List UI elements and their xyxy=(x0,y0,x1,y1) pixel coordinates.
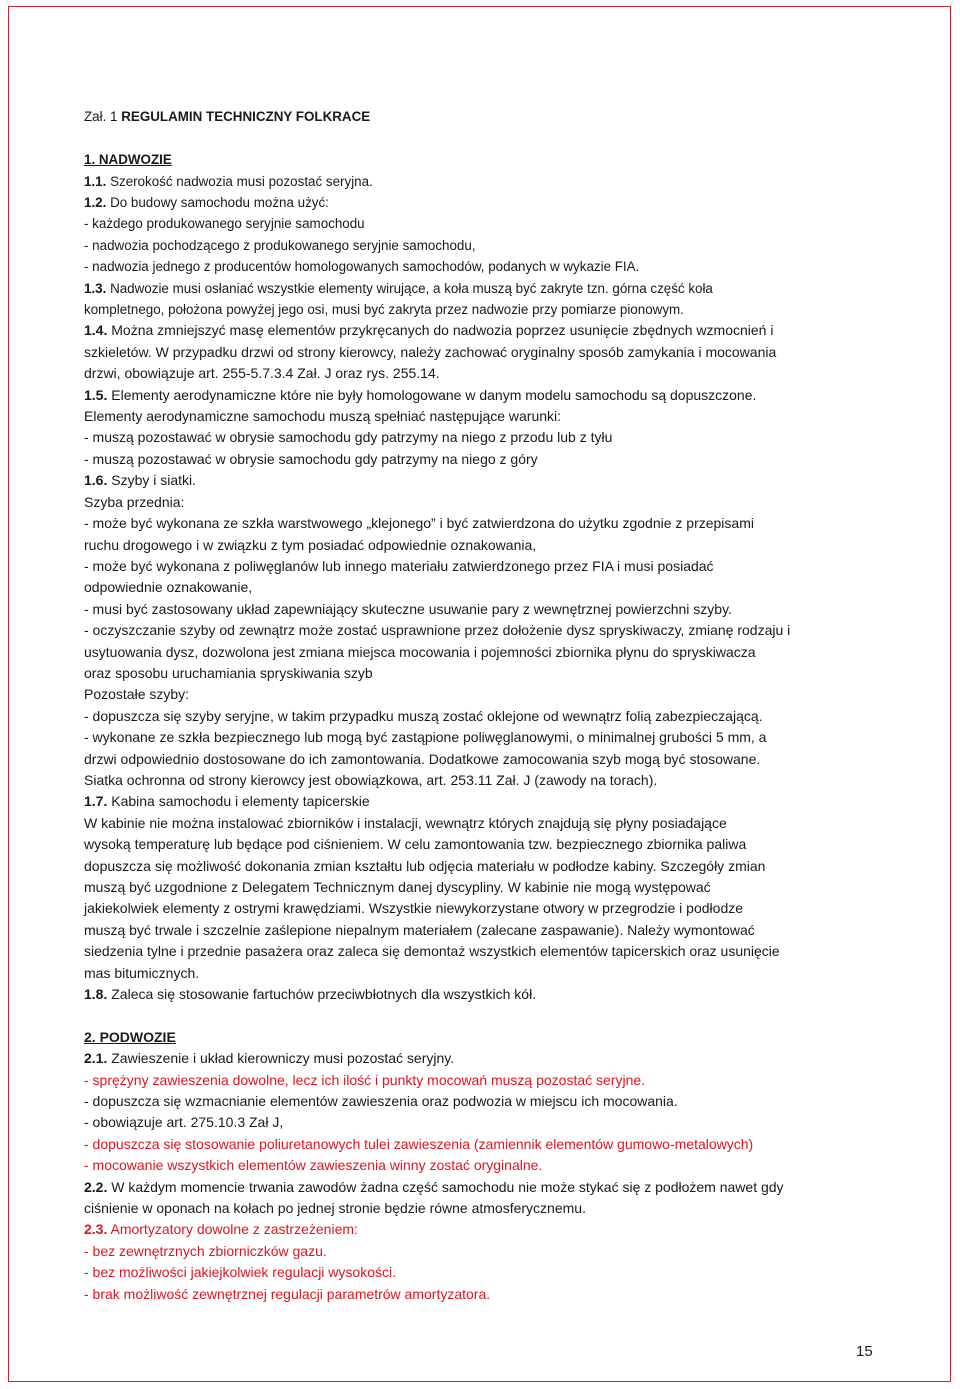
text-line: drzwi odpowiednio dostosowane do ich zamontowania. Dodatkowe zamocowania szyb mogą być stosowane. xyxy=(84,750,761,767)
text-line: drzwi, obowiązuje art. 255-5.7.3.4 Zał. J oraz rys. 255.14. xyxy=(84,365,440,382)
text-line: siedzenia tylne i przednie pasażera oraz zaleca się demontaż wszystkich elementów tapicerskich oraz usunięcie xyxy=(84,943,780,960)
text-line: - dopuszcza się wzmacnianie elementów zawieszenia oraz podwozia w miejscu ich mocowania. xyxy=(84,1093,678,1110)
text-line: jakiekolwiek elementy z ostrymi krawędziami. Wszystkie niewykorzystane otwory w przegrodzie i podłodze xyxy=(84,900,744,917)
clause-1-5: 1.5. Elementy aerodynamiczne które nie były homologowane w danym modelu samochodu są dopuszczone. xyxy=(84,386,757,403)
text-line-red: - sprężyny zawieszenia dowolne, lecz ich ilość i punkty mocowań muszą pozostać seryjne. xyxy=(84,1071,646,1088)
clause-1-1: 1.1. Szerokość nadwozia musi pozostać seryjna. xyxy=(84,173,373,189)
text-line-red: - mocowanie wszystkich elementów zawieszenia winny zostać oryginalne. xyxy=(84,1157,543,1174)
text-line: - nadwozia jednego z producentów homologowanych samochodów, podanych w wykazie FIA. xyxy=(84,259,640,275)
text-line: mas bitumicznych. xyxy=(84,964,200,981)
text-line-red: - brak możliwość zewnętrznej regulacji parametrów amortyzatora. xyxy=(84,1285,491,1302)
text-line: - nadwozia pochodzącego z produkowanego seryjnie samochodu, xyxy=(84,237,476,253)
text-line: - wykonane ze szkła bezpiecznego lub mogą być zastąpione poliwęglanowymi, o minimalnej grubości 5 mm, a xyxy=(84,729,767,746)
text-line: - każdego produkowanego seryjnie samochodu xyxy=(84,216,365,232)
text-line: dopuszcza się możliwość dokonania zmian kształtu lub odjęcia materiału w podłodze kabiny. Szczegóły zmian xyxy=(84,857,766,874)
text-line: wysoką temperaturę lub będące pod ciśnieniem. W celu zamontowania tzw. bezpiecznego zbiornika paliwa xyxy=(84,836,747,853)
text-line: oraz sposobu uruchamiania spryskiwania szyb xyxy=(84,664,373,681)
text-line: szkieletów. W przypadku drzwi od strony kierowcy, należy zachować oryginalny sposób zamykania i mocowania xyxy=(84,343,777,360)
text-line: - obowiązuje art. 275.10.3 Zał J, xyxy=(84,1114,284,1131)
section-heading-nadwozie: 1. NADWOZIE xyxy=(84,152,172,168)
clause-2-1: 2.1. Zawieszenie i układ kierowniczy musi pozostać seryjny. xyxy=(84,1050,455,1067)
section-heading-podwozie: 2. PODWOZIE xyxy=(84,1028,176,1045)
text-line: W kabinie nie można instalować zbiorników i instalacji, wewnątrz których znajdują się płyny posiadające xyxy=(84,814,727,831)
text-line: - muszą pozostawać w obrysie samochodu gdy patrzymy na niego z przodu lub z tyłu xyxy=(84,429,613,446)
text-line: Siatka ochronna od strony kierowcy jest obowiązkowa, art. 253.11 Zał. J (zawody na torach). xyxy=(84,771,658,788)
regulation-text xyxy=(84,85,884,1305)
text-line-red: - bez zewnętrznych zbiorniczków gazu. xyxy=(84,1242,327,1259)
text-line: - musi być zastosowany układ zapewniający skuteczne usuwanie pary z wewnętrznej powierzchni szyby. xyxy=(84,600,732,617)
clause-1-6: 1.6. Szyby i siatki. xyxy=(84,472,197,489)
text-line: - oczyszczanie szyby od zewnątrz może zostać usprawnione przez dołożenie dysz spryskiwaczy, zmianę rodzaju i xyxy=(84,622,791,639)
clause-1-8: 1.8. Zaleca się stosowanie fartuchów przeciwbłotnych dla wszystkich kół. xyxy=(84,986,537,1003)
text-line: ciśnienie w oponach na kołach po jednej stronie będzie równe atmosferycznemu. xyxy=(84,1200,586,1217)
clause-2-2: 2.2. W każdym momencie trwania zawodów żadna część samochodu nie może stykać się z podłożem nawet gdy xyxy=(84,1178,784,1195)
clause-2-3: 2.3. Amortyzatory dowolne z zastrzeżeniem: xyxy=(84,1221,358,1238)
text-line: muszą być uzgodnione z Delegatem Technicznym danej dyscypliny. W kabinie nie mogą występować xyxy=(84,879,711,895)
text-line: - może być wykonana z poliwęglanów lub innego materiału zatwierdzonego przez FIA i musi posiadać xyxy=(84,557,714,574)
text-line-red: - bez możliwości jakiejkolwiek regulacji wysokości. xyxy=(84,1264,396,1281)
text-line: odpowiednie oznakowanie, xyxy=(84,579,253,596)
text-line: muszą być trwale i szczelnie zaślepione niepalnym materiałem (zalecane zaspawanie). Należy wymontować xyxy=(84,921,755,938)
text-line: Elementy aerodynamiczne samochodu muszą spełniać następujące warunki: xyxy=(84,408,562,425)
text-line-red: - dopuszcza się stosowanie poliuretanowych tulei zawieszenia (zamiennik elementów gumowo-metalowych) xyxy=(84,1135,754,1152)
text-line: - muszą pozostawać w obrysie samochodu gdy patrzymy na niego z góry xyxy=(84,450,538,467)
text-line: - dopuszcza się szyby seryjne, w takim przypadku muszą zostać oklejone od wewnątrz folią zabezpieczającą. xyxy=(84,707,763,724)
text-line: ruchu drogowego i w związku z tym posiadać odpowiednie oznakowania, xyxy=(84,536,537,553)
text-line: - może być wykonana ze szkła warstwowego „klejonego” i być zatwierdzona do użytku zgodnie z przepisami xyxy=(84,515,754,532)
text-line: Pozostałe szyby: xyxy=(84,686,190,703)
text-line: kompletnego, położona powyżej jego osi, musi być zakryta przez nadwozie przy pomiarze pionowym. xyxy=(84,302,684,318)
text-line: usytuowania dysz, dozwolona jest zmiana miejsca mocowania i pojemności zbiornika płynu do spryskiwacza xyxy=(84,643,756,660)
text-line: Szyba przednia: xyxy=(84,493,185,510)
clause-1-4: 1.4. Można zmniejszyć masę elementów przykręcanych do nadwozia poprzez usunięcie zbędnych wzmocnień i xyxy=(84,322,774,339)
document-title: Zał. 1 REGULAMIN TECHNICZNY FOLKRACE xyxy=(84,109,371,125)
page-number: 15 xyxy=(856,1343,873,1360)
clause-1-7: 1.7. Kabina samochodu i elementy tapicerskie xyxy=(84,793,370,810)
clause-1-2: 1.2. Do budowy samochodu można użyć: xyxy=(84,195,329,210)
clause-1-3: 1.3. Nadwozie musi osłaniać wszystkie elementy wirujące, a koła muszą być zakryte tzn. górna część koła xyxy=(84,280,713,296)
